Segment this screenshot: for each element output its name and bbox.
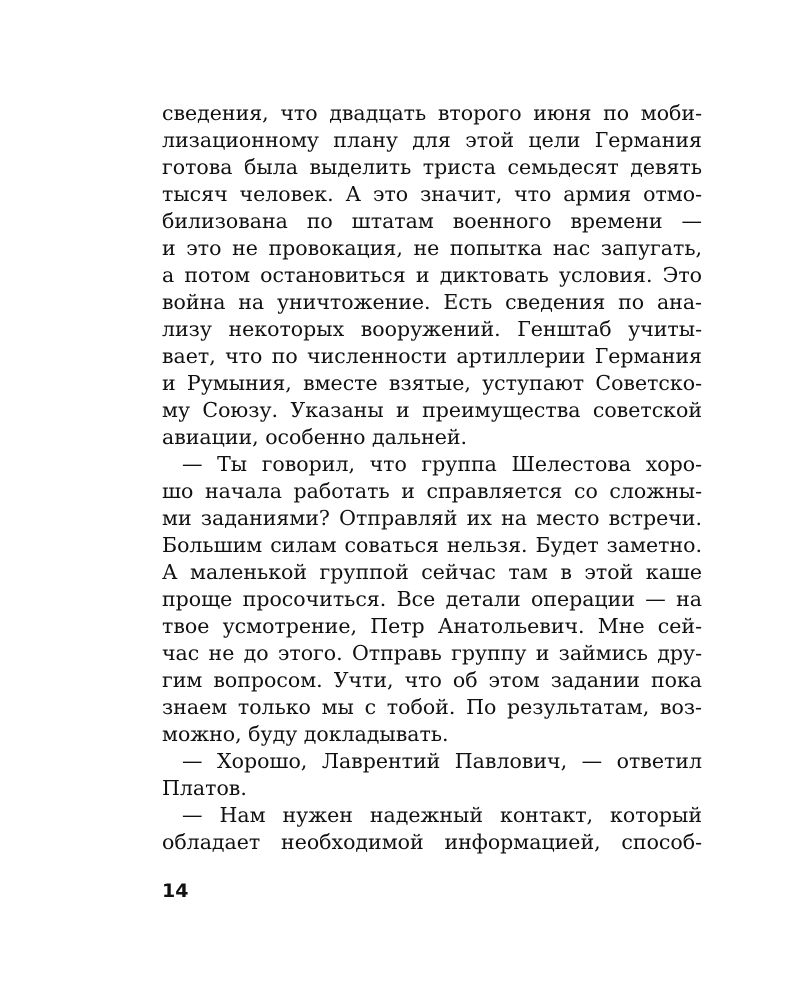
- text-line: — Хорошо, Лаврентий Павлович, — ответил: [182, 749, 702, 773]
- text-line: знаем только мы с тобой. По результатам, воз-: [162, 695, 702, 719]
- text-line: вает, что по численности артиллерии Германия: [162, 344, 702, 368]
- text-line: му Союзу. Указаны и преимущества советской: [162, 398, 702, 422]
- text-line: — Нам нужен надежный контакт, который: [182, 803, 702, 827]
- text-line: авиации, особенно дальней.: [162, 425, 468, 449]
- text-line: Большим силам соваться нельзя. Будет заметно.: [162, 533, 702, 557]
- text-line: а потом остановиться и диктовать условия. Это: [162, 263, 702, 287]
- text-line: — Ты говорил, что группа Шелестова хоро-: [182, 452, 702, 476]
- text-line: Платов.: [162, 776, 247, 800]
- text-line: готова была выделить триста семьдесят девять: [162, 155, 702, 179]
- text-line: ми заданиями? Отправляй их на место встречи.: [162, 506, 702, 530]
- text-line: и Румыния, вместе взятые, уступают Советско-: [162, 371, 702, 395]
- page-number: 14: [162, 880, 189, 902]
- text-line: лизационному плану для этой цели Германия: [162, 128, 702, 152]
- text-line: гим вопросом. Учти, что об этом задании пока: [162, 668, 702, 692]
- text-line: проще просочиться. Все детали операции — на: [162, 587, 702, 611]
- text-line: сведения, что двадцать второго июня по моби-: [162, 101, 702, 125]
- text-line: шо начала работать и справляется со сложны-: [162, 479, 702, 503]
- text-line: билизована по штатам военного времени —: [162, 209, 702, 233]
- text-line: можно, буду докладывать.: [162, 722, 449, 746]
- text-line: лизу некоторых вооружений. Генштаб учиты-: [162, 317, 702, 341]
- text-line: час не до этого. Отправь группу и займись дру-: [162, 641, 702, 665]
- text-line: и это не провокация, не попытка нас запугать,: [162, 236, 702, 260]
- text-line: война на уничтожение. Есть сведения по ана-: [162, 290, 702, 314]
- body-text: [162, 100, 702, 856]
- text-line: обладает необходимой информацией, способ-: [162, 830, 702, 854]
- text-line: твое усмотрение, Петр Анатольевич. Мне сей-: [162, 614, 702, 638]
- text-line: А маленькой группой сейчас там в этой каше: [162, 560, 702, 584]
- text-line: тысяч человек. А это значит, что армия отмо-: [162, 182, 702, 206]
